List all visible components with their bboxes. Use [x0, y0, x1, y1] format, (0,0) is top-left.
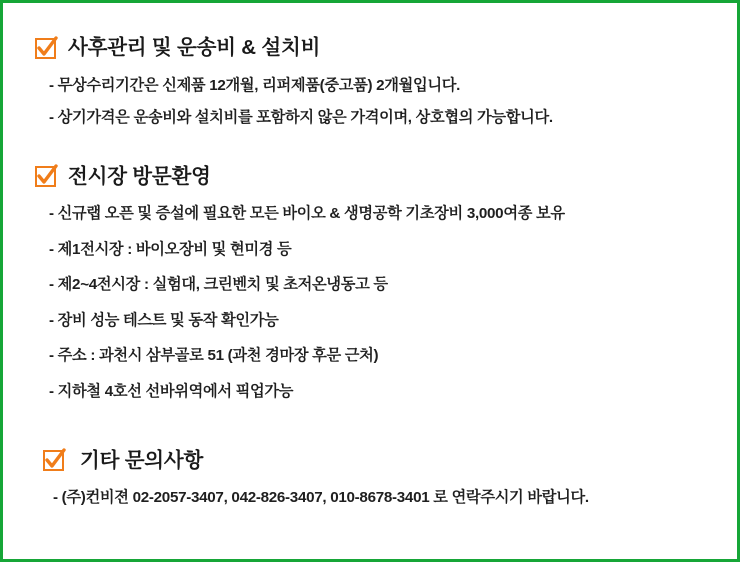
body-line: - 제1전시장 : 바이오장비 및 현미경 등 [49, 240, 292, 258]
body-line: - 신규랩 오픈 및 증설에 필요한 모든 바이오 & 생명공학 기초장비 3,000여종 보유 [49, 205, 565, 223]
section-body [31, 486, 709, 510]
section-header [31, 450, 709, 473]
body-line: - 장비 성능 테스트 및 동작 확인가능 [49, 311, 279, 329]
section-contact [31, 450, 709, 510]
checkbox-checked-icon [43, 450, 64, 471]
section-header [31, 166, 709, 189]
section-after-service [31, 37, 709, 130]
body-line: - 지하철 4호선 선바위역에서 픽업가능 [49, 383, 294, 401]
body-line: - 주소 : 과천시 삼부골로 51 (과천 경마장 후문 근처) [49, 347, 379, 365]
body-line: - 제2~4전시장 : 실험대, 크린벤치 및 초저온냉동고 등 [49, 276, 388, 294]
section-title: 기타 문의사항 [80, 448, 204, 472]
body-line: - 상기가격은 운송비와 설치비를 포함하지 않은 가격이며, 상호협의 가능합니다. [49, 109, 553, 127]
body-line: - 무상수리기간은 신제품 12개월, 리퍼제품(중고품) 2개월입니다. [49, 76, 461, 94]
section-header [31, 37, 709, 60]
checkbox-checked-icon [35, 38, 56, 59]
section-body [31, 202, 709, 403]
section-title: 전시장 방문환영 [68, 164, 211, 188]
section-body [31, 74, 709, 130]
checkbox-checked-icon [35, 166, 56, 187]
section-title: 사후관리 및 운송비 & 설치비 [68, 36, 321, 59]
body-line: - (주)컨비젼 02-2057-3407, 042-826-3407, 010-8678-3401 로 연락주시기 바랍니다. [53, 489, 589, 507]
section-showroom [31, 166, 709, 404]
